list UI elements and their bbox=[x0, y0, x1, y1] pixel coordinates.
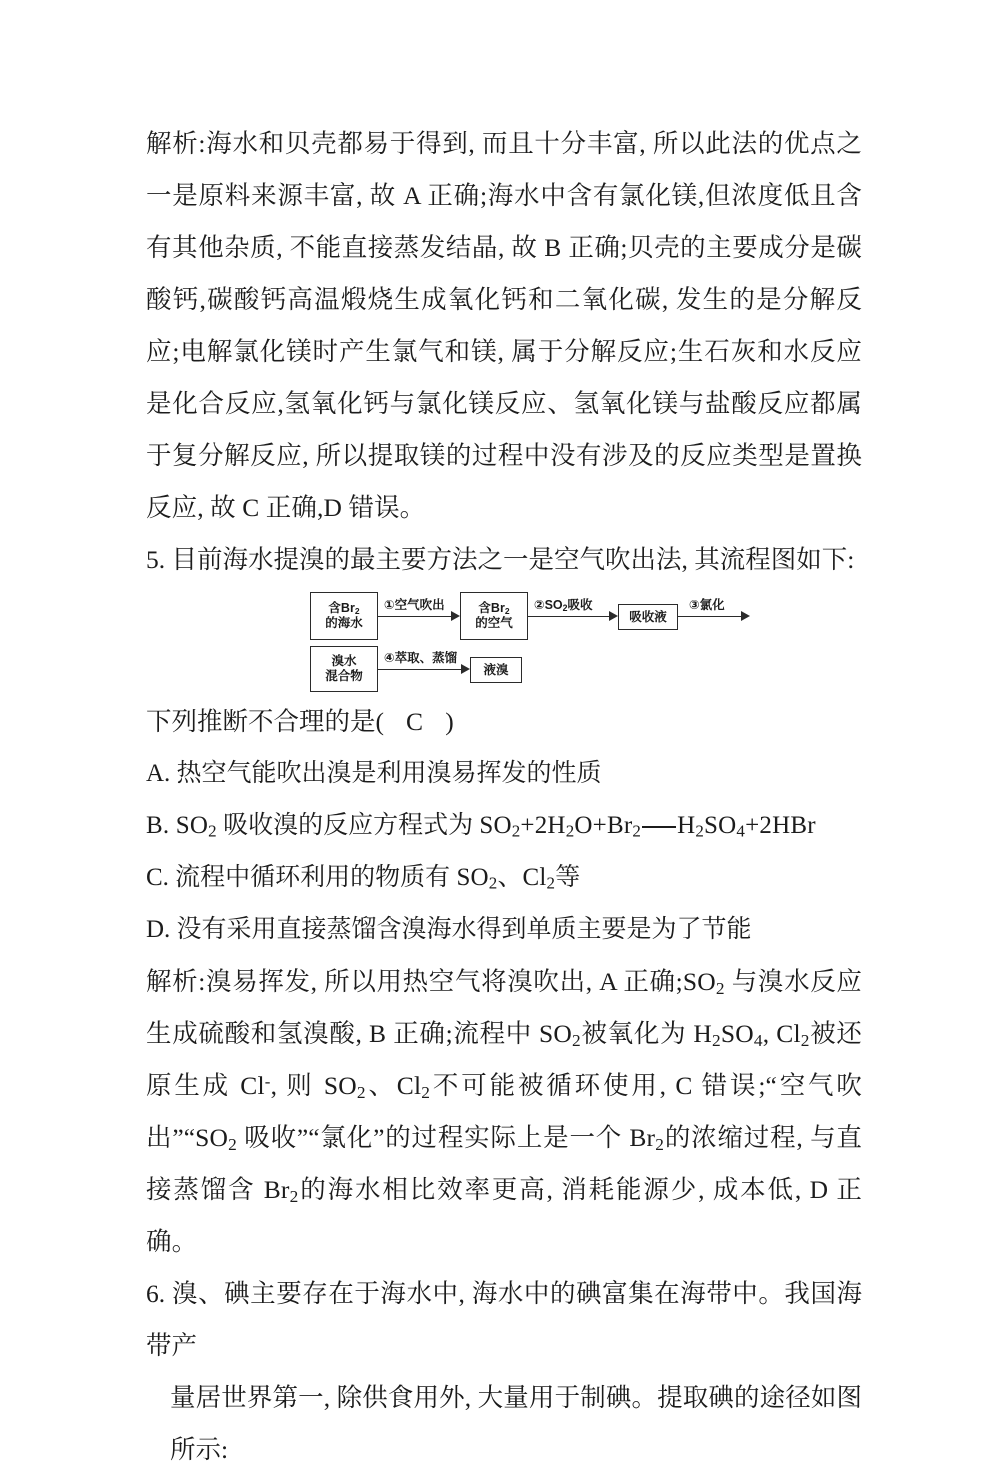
flowchart-box-bromine-air bbox=[460, 592, 528, 640]
option-b-equation: $SO_2+2H_2O+Br_2$ $H_2SO_4+2HBr$ bbox=[479, 812, 816, 841]
flowchart-row2-box1-line1: 溴水 bbox=[331, 654, 357, 668]
flowchart-arrow-head-4 bbox=[461, 664, 470, 674]
flowchart-arrow-head-3 bbox=[741, 611, 750, 621]
flowchart-arrow-line-4 bbox=[378, 669, 466, 670]
flowchart-row2-box1-line2: 混合物 bbox=[325, 669, 363, 683]
page-content bbox=[146, 118, 862, 1476]
explanation-paragraph-q5: 解析:溴易挥发, 所以用热空气将溴吹出, A 正确$;SO_2$ 与溴水反应生成硫酸和氢溴酸, B 正确;流程中 $SO_2$被氧化为 $H_2SO_4$, $Cl_2$被还原生成 Cl-, 则 $SO_2$、$Cl_2$不可能被循环使用, C 错误;“空气吹出$”“SO_2$ 吸收”“氯化”的过程实际上是一个 $Br_2$的浓缩过程, 与直接蒸馏含 $Br_2$的海水相比效率更高, 消耗能源少, 成本低, D 正确。 bbox=[146, 967, 863, 1256]
flowchart-box-bromine-water-mixture bbox=[310, 646, 378, 692]
question-5-stem: 5. 目前海水提溴的最主要方法之一是空气吹出法, 其流程图如下: bbox=[146, 545, 855, 574]
flowchart-box1-line2: 的海水 bbox=[325, 616, 363, 630]
flowchart-label-2: $②SO_2$吸收 bbox=[534, 598, 593, 613]
flowchart-box2-line2: 的空气 bbox=[475, 616, 513, 630]
flowchart-box-bromine-seawater bbox=[310, 592, 378, 640]
question-6-line-2: 量居世界第一, 除供食用外, 大量用于制碘。提取碘的途径如图所示: bbox=[170, 1383, 862, 1464]
question-6-line-1: 6. 溴、碘主要存在于海水中, 海水中的碘富集在海带中。我国海带产 bbox=[146, 1279, 862, 1360]
flowchart-label-1: ①空气吹出 bbox=[384, 598, 445, 612]
bromine-extraction-flowchart bbox=[146, 590, 862, 694]
question-5-prompt bbox=[146, 696, 862, 748]
equation-double-bar bbox=[642, 826, 676, 828]
flowchart-arrow-head-2 bbox=[609, 611, 618, 621]
flowchart-arrow-line-2 bbox=[528, 616, 614, 617]
flowchart-box-liquid-bromine bbox=[470, 657, 522, 683]
flowchart-box2-line1: 含$Br_2$ bbox=[478, 601, 510, 616]
question-5-option-a: A. 热空气能吹出溴是利用溴易挥发的性质 bbox=[146, 760, 602, 787]
flowchart-label-4: ④萃取、蒸馏 bbox=[384, 651, 458, 665]
flowchart-arrow-line-1 bbox=[378, 616, 456, 617]
flowchart-arrow-head-1 bbox=[451, 611, 460, 621]
flowchart-arrow-line-3 bbox=[678, 616, 746, 617]
question-5-answer: C bbox=[406, 707, 424, 736]
flowchart-row2-box2-label: 液溴 bbox=[483, 662, 509, 677]
question-5-prompt-suffix: ) bbox=[445, 707, 454, 736]
question-5-prompt-prefix: 下列推断不合理的是( bbox=[146, 707, 384, 736]
question-5-option-d: D. 没有采用直接蒸馏含溴海水得到单质主要是为了节能 bbox=[146, 916, 752, 943]
flowchart-box1-line1: 含$Br_2$ bbox=[328, 601, 360, 616]
flowchart-label-3: ③氯化 bbox=[689, 598, 725, 612]
question-5-option-b: B. $SO_2$ 吸收溴的反应方程式为 $SO_2+2H_2O+Br_2$ $H_2SO_4+2HBr$ bbox=[146, 812, 816, 841]
question-6-stem bbox=[146, 1268, 862, 1476]
flowchart-box3-label: 吸收液 bbox=[629, 609, 667, 624]
flowchart-box-absorbing-liquid bbox=[618, 604, 678, 630]
explanation-paragraph-q4: 解析:海水和贝壳都易于得到, 而且十分丰富, 所以此法的优点之一是原料来源丰富, 故 A 正确;海水中含有氯化镁,但浓度低且含有其他杂质, 不能直接蒸发结晶, 故 B 正确;贝壳的主要成分是碳酸钙,碳酸钙高温煅烧生成氧化钙和二氧化碳, 发生的是分解反应;电解氯化镁时产生氯气和镁, 属于分解反应;生石灰和水反应是化合反应,氢氧化钙与氯化镁反应、氢氧化镁与盐酸反应都属于复分解反应, 所以提取镁的过程中没有涉及的反应类型是置换反应, 故 C 正确,D 错误。 bbox=[146, 129, 862, 522]
question-5-option-c: C. 流程中循环利用的物质有 $SO_2$、$Cl_2$等 bbox=[146, 864, 581, 893]
